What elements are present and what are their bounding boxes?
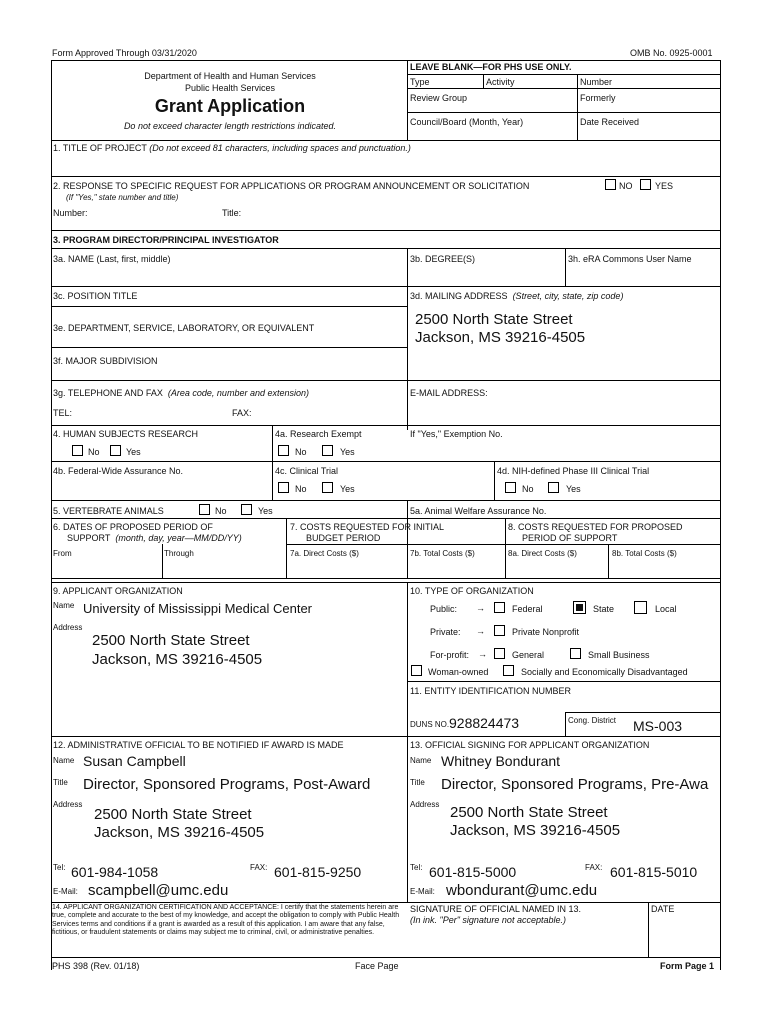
small-business-label: Small Business	[588, 650, 650, 660]
admin-email-label: E-Mail:	[53, 887, 78, 896]
public-arrow: →	[476, 603, 485, 613]
nih-yes-label: Yes	[566, 484, 581, 494]
federal-label: Federal	[512, 604, 543, 614]
formerly-label: Formerly	[580, 93, 616, 103]
face-page-label: Face Page	[355, 961, 399, 971]
human-subjects-label: 4. HUMAN SUBJECTS RESEARCH	[53, 429, 199, 439]
telephone-fax-label: 3g. TELEPHONE AND FAX (Area code, number and extension)	[53, 388, 309, 398]
private-nonprofit-label: Private Nonprofit	[512, 627, 580, 637]
clinical-yes-label: Yes	[340, 484, 355, 494]
admin-address-label: Address	[53, 800, 83, 809]
applicant-address-line1[interactable]: 2500 North State Street	[92, 632, 250, 649]
exempt-yes-label: Yes	[340, 447, 355, 457]
pi-tel-label: TEL:	[53, 408, 73, 418]
admin-address-line1[interactable]: 2500 North State Street	[94, 806, 252, 823]
dates-label-line2: SUPPORT (month, day, year—MM/DD/YY)	[67, 533, 242, 543]
response-yes-label: YES	[655, 181, 674, 191]
admin-tel-value[interactable]: 601-984-1058	[71, 864, 159, 880]
admin-name-value[interactable]: Susan Campbell	[83, 753, 186, 769]
exempt-no-label: No	[295, 447, 307, 457]
duns-value[interactable]: 928824473	[449, 715, 520, 731]
private-arrow: →	[476, 626, 485, 636]
admin-official-label: 12. ADMINISTRATIVE OFFICIAL TO BE NOTIFIED IF AWARD IS MADE	[53, 740, 344, 750]
nih-phase3-label: 4d. NIH-defined Phase III Clinical Trial	[497, 466, 650, 476]
forprofit-arrow: →	[478, 649, 487, 659]
admin-name-label: Name	[53, 756, 75, 765]
forprofit-label: For-profit:	[430, 650, 470, 660]
signing-address-line2[interactable]: Jackson, MS 39216-4505	[450, 822, 621, 839]
response-no-checkbox[interactable]	[605, 179, 616, 190]
direct-costs-8a-label: 8a. Direct Costs ($)	[508, 549, 577, 558]
research-exempt-label: 4a. Research Exempt	[275, 429, 362, 439]
human-subjects-yes-checkbox[interactable]	[110, 445, 121, 456]
admin-tel-label: Tel:	[53, 863, 66, 872]
signing-email-label: E-Mail:	[410, 887, 435, 896]
animals-no-checkbox[interactable]	[199, 504, 210, 515]
nih-no-label: No	[522, 484, 534, 494]
signing-email-value[interactable]: wbondurant@umc.edu	[446, 882, 598, 899]
human-subjects-yes-label: Yes	[126, 447, 141, 457]
response-title-label: Title:	[222, 208, 242, 218]
activity-label: Activity	[486, 77, 515, 87]
exempt-yes-checkbox[interactable]	[322, 445, 333, 456]
cong-district-label: Cong. District	[568, 716, 617, 725]
admin-email-value[interactable]: scampbell@umc.edu	[88, 882, 229, 899]
state-checkbox[interactable]	[573, 601, 586, 614]
costs-initial-label-line2: BUDGET PERIOD	[306, 533, 381, 543]
direct-costs-7a-label: 7a. Direct Costs ($)	[290, 549, 359, 558]
costs-proposed-label-line2: PERIOD OF SUPPORT	[522, 533, 618, 543]
animal-welfare-label: 5a. Animal Welfare Assurance No.	[410, 506, 547, 516]
mailing-address-line1[interactable]: 2500 North State Street	[415, 311, 573, 328]
total-costs-8b-label: 8b. Total Costs ($)	[612, 549, 677, 558]
form-title: Grant Application	[154, 96, 306, 116]
general-label: General	[512, 650, 545, 660]
signing-address-label: Address	[410, 800, 440, 809]
admin-title-label: Title	[53, 778, 68, 787]
date-field[interactable]	[651, 918, 717, 954]
private-nonprofit-checkbox[interactable]	[494, 625, 505, 636]
small-business-checkbox[interactable]	[570, 648, 581, 659]
entity-id-label: 11. ENTITY IDENTIFICATION NUMBER	[410, 686, 572, 696]
email-address-label: E-MAIL ADDRESS:	[410, 388, 488, 398]
clinical-no-label: No	[295, 484, 307, 494]
public-label: Public:	[430, 604, 458, 614]
local-label: Local	[655, 604, 677, 614]
signature-field[interactable]	[410, 928, 646, 958]
department-label: 3e. DEPARTMENT, SERVICE, LABORATORY, OR EQUIVALENT	[53, 323, 315, 333]
cong-district-value[interactable]: MS-003	[633, 718, 683, 734]
admin-fax-value[interactable]: 601-815-9250	[274, 864, 362, 880]
applicant-address-label: Address	[53, 623, 83, 632]
number-label: Number	[580, 77, 613, 87]
mailing-address-label: 3d. MAILING ADDRESS (Street, city, state, zip code)	[410, 291, 624, 301]
signing-name-label: Name	[410, 756, 432, 765]
response-no-label: NO	[619, 181, 633, 191]
signing-fax-value[interactable]: 601-815-5010	[610, 864, 698, 880]
from-label: From	[53, 549, 72, 558]
signing-name-value[interactable]: Whitney Bondurant	[441, 753, 561, 769]
project-title-label: 1. TITLE OF PROJECT (Do not exceed 81 characters, including spaces and punctuation.)	[53, 143, 411, 153]
department-name: Department of Health and Human Services	[144, 71, 316, 81]
applicant-name-value[interactable]: University of Mississippi Medical Center	[83, 601, 313, 616]
type-label: Type	[410, 77, 430, 87]
response-yes-checkbox[interactable]	[640, 179, 651, 190]
private-label: Private:	[430, 627, 461, 637]
total-costs-7b-label: 7b. Total Costs ($)	[410, 549, 475, 558]
response-number-label: Number:	[53, 208, 88, 218]
disadvantaged-label: Socially and Economically Disadvantaged	[521, 667, 688, 677]
animals-yes-checkbox[interactable]	[241, 504, 252, 515]
nih-yes-checkbox[interactable]	[548, 482, 559, 493]
mailing-address-line2[interactable]: Jackson, MS 39216-4505	[415, 329, 586, 346]
signing-tel-value[interactable]: 601-815-5000	[429, 864, 517, 880]
leave-blank-heading: LEAVE BLANK—FOR PHS USE ONLY.	[410, 62, 572, 72]
signing-official-label: 13. OFFICIAL SIGNING FOR APPLICANT ORGANIZATION	[410, 740, 650, 750]
duns-label: DUNS NO.	[410, 720, 450, 729]
signature-label: SIGNATURE OF OFFICIAL NAMED IN 13.	[410, 904, 582, 914]
costs-initial-label-line1: 7. COSTS REQUESTED FOR INITIAL	[290, 522, 445, 532]
admin-title-value[interactable]: Director, Sponsored Programs, Post-Award	[83, 776, 371, 793]
woman-owned-checkbox[interactable]	[411, 665, 422, 676]
woman-owned-label: Woman-owned	[428, 667, 489, 677]
local-checkbox[interactable]	[634, 601, 647, 614]
agency-name: Public Health Services	[184, 83, 276, 93]
omb-number: OMB No. 0925-0001	[630, 48, 713, 58]
degree-label: 3b. DEGREE(S)	[410, 254, 476, 264]
costs-proposed-label-line1: 8. COSTS REQUESTED FOR PROPOSED	[508, 522, 683, 532]
dates-label-line1: 6. DATES OF PROPOSED PERIOD OF	[53, 522, 213, 532]
admin-address-line2[interactable]: Jackson, MS 39216-4505	[94, 824, 265, 841]
org-type-label: 10. TYPE OF ORGANIZATION	[410, 586, 534, 596]
pi-name-label: 3a. NAME (Last, first, middle)	[53, 254, 171, 264]
length-note: Do not exceed character length restrictions indicated.	[123, 121, 337, 131]
disadvantaged-checkbox[interactable]	[503, 665, 514, 676]
vertebrate-animals-label: 5. VERTEBRATE ANIMALS	[53, 506, 164, 516]
animals-yes-label: Yes	[258, 506, 273, 516]
signing-tel-label: Tel:	[410, 863, 423, 872]
nih-no-checkbox[interactable]	[505, 482, 516, 493]
form-revision: PHS 398 (Rev. 01/18)	[52, 961, 140, 971]
state-label: State	[593, 604, 615, 614]
clinical-trial-label: 4c. Clinical Trial	[275, 466, 339, 476]
exemption-number-label: If "Yes," Exemption No.	[410, 429, 503, 439]
certification-text: 14. APPLICANT ORGANIZATION CERTIFICATION AND ACCEPTANCE: I certify that the statements herein are true, complete and accurate to the best of my knowledge, and accept the obligation to comply with Public Health Services terms and conditions if a grant is awarded as a result of this application. I am aware that any false, fictitious, or fraudulent statements or claims may subject me to criminal, civil, or administrative penalties.	[52, 904, 400, 937]
signing-title-value[interactable]: Director, Sponsored Programs, Pre-Awa	[441, 776, 709, 793]
signing-title-label: Title	[410, 778, 425, 787]
position-title-label: 3c. POSITION TITLE	[53, 291, 138, 301]
clinical-no-checkbox[interactable]	[278, 482, 289, 493]
through-label: Through	[164, 549, 194, 558]
review-group-label: Review Group	[410, 93, 468, 103]
date-label: DATE	[651, 904, 675, 914]
date-received-label: Date Received	[580, 117, 640, 127]
animals-no-label: No	[215, 506, 227, 516]
applicant-address-line2[interactable]: Jackson, MS 39216-4505	[92, 651, 263, 668]
major-subdivision-label: 3f. MAJOR SUBDIVISION	[53, 356, 158, 366]
pi-heading: 3. PROGRAM DIRECTOR/PRINCIPAL INVESTIGATOR	[53, 235, 279, 245]
signature-note: (In ink. "Per" signature not acceptable.)	[410, 915, 566, 925]
applicant-name-label: Name	[53, 601, 75, 610]
project-title-field[interactable]	[55, 157, 715, 174]
signing-fax-label: FAX:	[585, 863, 603, 872]
federal-checkbox[interactable]	[494, 602, 505, 613]
applicant-org-label: 9. APPLICANT ORGANIZATION	[53, 586, 183, 596]
form-page-number: Form Page 1	[660, 961, 715, 971]
admin-fax-label: FAX:	[250, 863, 268, 872]
pi-fax-label: FAX:	[232, 408, 252, 418]
response-label: 2. RESPONSE TO SPECIFIC REQUEST FOR APPLICATIONS OR PROGRAM ANNOUNCEMENT OR SOLICITATION	[53, 181, 530, 191]
exempt-no-checkbox[interactable]	[278, 445, 289, 456]
fwa-label: 4b. Federal-Wide Assurance No.	[53, 466, 184, 476]
signing-address-line1[interactable]: 2500 North State Street	[450, 804, 608, 821]
council-label: Council/Board (Month, Year)	[410, 117, 524, 127]
era-label: 3h. eRA Commons User Name	[568, 254, 692, 264]
general-checkbox[interactable]	[494, 648, 505, 659]
human-subjects-no-checkbox[interactable]	[72, 445, 83, 456]
human-subjects-no-label: No	[88, 447, 100, 457]
clinical-yes-checkbox[interactable]	[322, 482, 333, 493]
form-approved-date: Form Approved Through 03/31/2020	[52, 48, 197, 58]
response-note: (If "Yes," state number and title)	[66, 193, 179, 202]
